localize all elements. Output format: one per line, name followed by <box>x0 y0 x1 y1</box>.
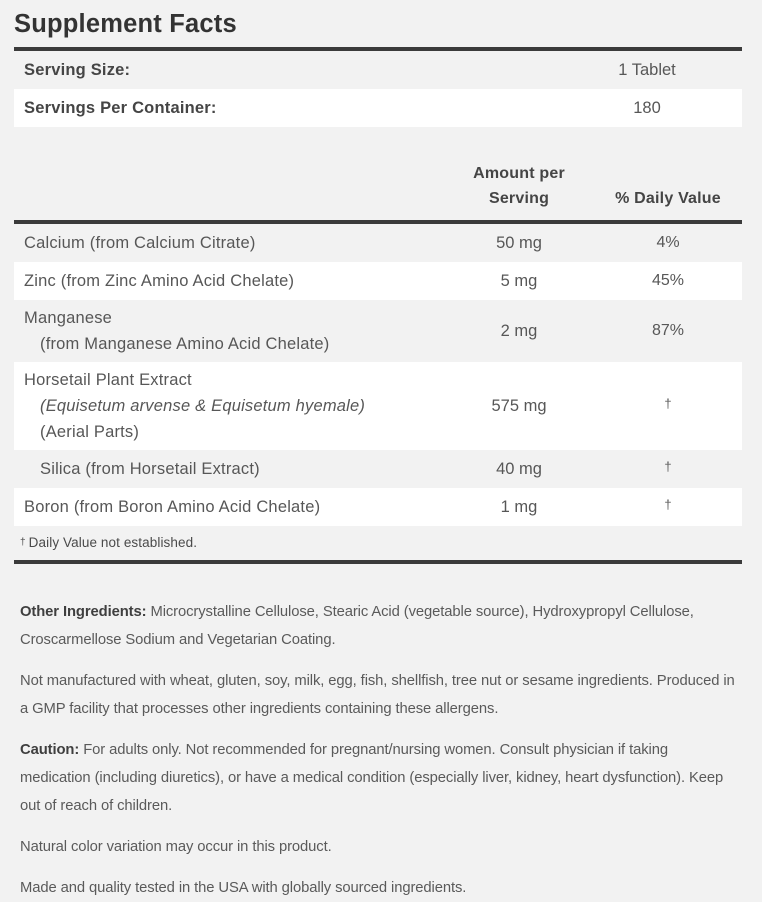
serving-size-label: Serving Size: <box>24 60 131 79</box>
nutrient-name: Horsetail Plant Extract <box>24 371 192 389</box>
daily-value-header: % Daily Value <box>615 190 721 207</box>
nutrient-name: Silica (from Horsetail Extract) <box>40 460 260 478</box>
caution-paragraph <box>20 736 736 820</box>
allergen-paragraph: Not manufactured with wheat, gluten, soy, milk, egg, fish, shellfish, tree nut or sesame ingredients. Produced in a GMP facility that processes other ingredients containing these allergens. <box>20 673 735 717</box>
nutrient-name: Boron (from Boron Amino Acid Chelate) <box>24 498 321 516</box>
nutrient-row-zinc <box>14 262 742 300</box>
nutrient-daily-value: † <box>664 395 672 411</box>
footnote-text: Daily Value not established. <box>28 534 198 550</box>
amount-per-serving-header <box>444 161 594 211</box>
nutrient-amount: 40 mg <box>496 459 542 478</box>
nutrient-row-manganese <box>14 300 742 362</box>
caution-lead: Caution: <box>20 742 80 758</box>
amount-header-line1: Amount per <box>473 165 565 182</box>
nutrient-name: Zinc (from Zinc Amino Acid Chelate) <box>24 272 295 290</box>
nutrient-source: (from Manganese Amino Acid Chelate) <box>40 335 330 353</box>
nutrient-plant-part: (Aerial Parts) <box>40 423 140 441</box>
nutrient-name: Manganese <box>24 309 113 327</box>
panel-title: Supplement Facts <box>14 10 237 38</box>
nutrient-amount: 2 mg <box>500 321 538 340</box>
nutrient-name: Calcium (from Calcium Citrate) <box>24 234 256 252</box>
color-variation-note: Natural color variation may occur in this product. <box>20 839 332 855</box>
nutrient-daily-value: † <box>664 496 672 512</box>
nutrient-row-boron <box>14 488 742 526</box>
nutrient-daily-value: 4% <box>656 234 680 251</box>
nutrient-amount: 575 mg <box>491 396 547 415</box>
nutrient-daily-value: 45% <box>651 272 685 289</box>
table-header-row <box>14 161 742 220</box>
amount-header-line2: Serving <box>488 190 550 207</box>
nutrient-row-horsetail <box>14 362 742 450</box>
nutrient-amount: 1 mg <box>500 497 538 516</box>
servings-per-container-label: Servings Per Container: <box>24 98 217 117</box>
nutrient-daily-value: † <box>664 458 672 474</box>
servings-per-container-value: 180 <box>633 98 661 117</box>
nutrient-botanical-name: (Equisetum arvense & Equisetum hyemale) <box>40 397 366 415</box>
serving-size-row <box>14 51 742 89</box>
nutrient-amount: 5 mg <box>500 271 538 290</box>
other-ingredients-text: Microcrystalline Cellulose, Stearic Acid (vegetable source), Hydroxypropyl Cellulose, Croscarmellose Sodium and Vegetarian Coating. <box>20 604 694 648</box>
nutrient-amount: 50 mg <box>496 233 542 252</box>
dagger-symbol: † <box>20 536 26 548</box>
servings-per-container-row <box>14 89 742 127</box>
nutrient-row-silica <box>14 450 742 488</box>
caution-text: For adults only. Not recommended for pregnant/nursing women. Consult physician if taking medication (including diuretics), or have a medical condition (especially liver, kidney, heart dysfunction). Keep out of reach of children. <box>20 742 724 814</box>
origin-note: Made and quality tested in the USA with globally sourced ingredients. <box>20 880 467 896</box>
serving-size-value: 1 Tablet <box>618 60 676 79</box>
other-ingredients-paragraph <box>20 598 736 654</box>
nutrient-daily-value: 87% <box>651 322 685 339</box>
info-paragraphs <box>14 564 736 902</box>
daily-value-footnote <box>14 526 742 560</box>
nutrient-row-calcium <box>14 224 742 262</box>
other-ingredients-lead: Other Ingredients: <box>20 604 147 620</box>
